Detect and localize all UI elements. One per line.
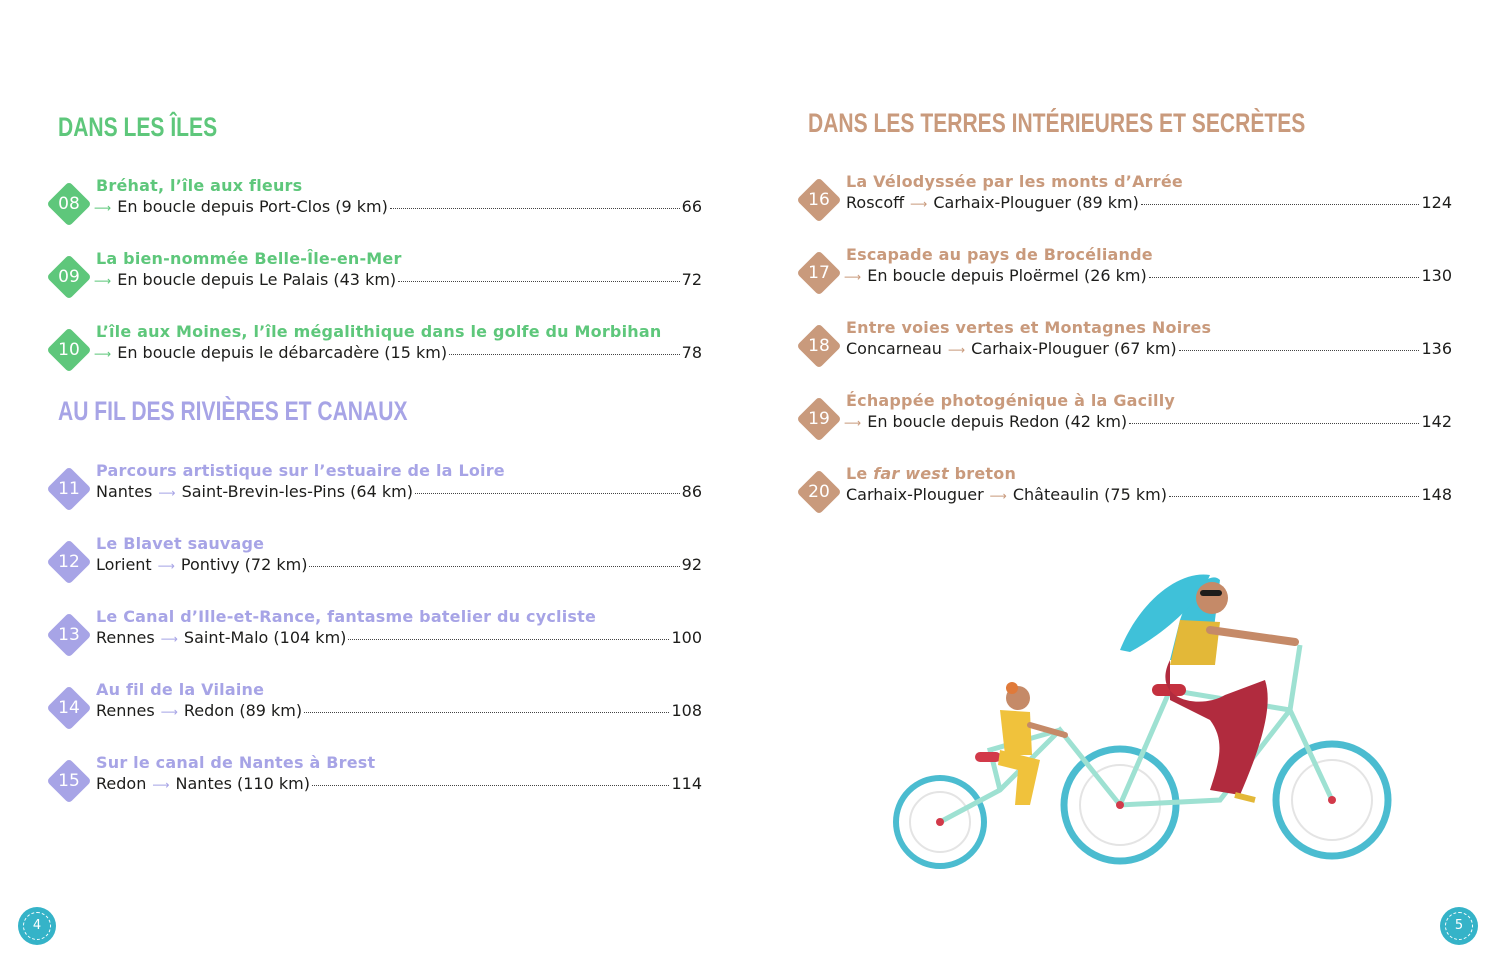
arrow-icon: ⟶: [844, 270, 862, 284]
route-line: [96, 482, 702, 501]
route-line: [96, 628, 702, 647]
route-number: 09: [58, 267, 80, 287]
page-reference: 78: [681, 343, 702, 362]
page-reference: 124: [1421, 193, 1452, 212]
route-destination: Nantes (110 km): [175, 774, 310, 793]
route-number-badge: [46, 685, 92, 731]
route-title: Escapade au pays de Brocéliande: [846, 245, 1153, 264]
page-number-right-text: 5: [1454, 918, 1464, 933]
route-number: 11: [58, 479, 80, 499]
route-number-badge: [46, 254, 92, 300]
arrow-icon: ⟶: [94, 347, 112, 361]
page-reference: 100: [671, 628, 702, 647]
route-number-badge: [46, 539, 92, 585]
route-origin: Concarneau: [846, 339, 942, 358]
section-title-iles: DANS LES ÎLES: [58, 112, 218, 142]
route-title: Le Blavet sauvage: [96, 534, 265, 553]
route-destination: En boucle depuis Le Palais (43 km): [117, 270, 397, 289]
toc-entry[interactable]: [796, 174, 1452, 230]
page-reference: 66: [681, 197, 702, 216]
page-reference: 148: [1421, 485, 1452, 504]
route-destination: En boucle depuis Port-Clos (9 km): [117, 197, 388, 216]
dot-leader: [449, 354, 680, 355]
route-number-badge: [796, 323, 842, 369]
route-destination: Châteaulin (75 km): [1012, 485, 1167, 504]
route-destination: Saint-Malo (104 km): [183, 628, 347, 647]
page-number-left-text: 4: [32, 918, 42, 933]
section-title-terres: DANS LES TERRES INTÉRIEURES ET SECRÈTES: [808, 108, 1306, 138]
route-title-prefix: Le: [846, 464, 874, 483]
page-number-left: [18, 907, 56, 945]
route-line: [96, 270, 702, 289]
dot-leader: [1179, 350, 1420, 351]
route-line: [846, 485, 1452, 504]
arrow-icon: ⟶: [94, 274, 112, 288]
route-line: [846, 266, 1452, 285]
route-title: Au fil de la Vilaine: [96, 680, 265, 699]
route-title: Sur le canal de Nantes à Brest: [96, 753, 376, 772]
page-reference: 130: [1421, 266, 1452, 285]
arrow-icon: ⟶: [157, 559, 175, 573]
route-destination: Carhaix-Plouguer (89 km): [933, 193, 1139, 212]
route-destination: En boucle depuis Ploërmel (26 km): [867, 266, 1147, 285]
route-number: 15: [58, 771, 80, 791]
page-reference: 136: [1421, 339, 1452, 358]
route-number-badge: [46, 612, 92, 658]
page-reference: 142: [1421, 412, 1452, 431]
page-number-right: [1440, 907, 1478, 945]
toc-entry[interactable]: [796, 393, 1452, 449]
route-origin: Rennes: [96, 628, 155, 647]
dot-leader: [309, 566, 679, 567]
route-number: 18: [808, 336, 830, 356]
dot-leader: [1169, 496, 1420, 497]
route-destination: Carhaix-Plouguer (67 km): [971, 339, 1177, 358]
dot-leader: [312, 785, 670, 786]
route-origin: Redon: [96, 774, 147, 793]
route-line: [96, 555, 702, 574]
route-line: [96, 197, 702, 216]
toc-entry[interactable]: [46, 178, 702, 234]
route-number-badge: [796, 469, 842, 515]
route-origin: Rennes: [96, 701, 155, 720]
route-number-badge: [796, 396, 842, 442]
route-number: 19: [808, 409, 830, 429]
route-title-suffix: breton: [948, 464, 1017, 483]
route-number: 08: [58, 194, 80, 214]
route-title: La Vélodyssée par les monts d’Arrée: [846, 172, 1183, 191]
route-line: [96, 343, 702, 362]
route-destination: Redon (89 km): [183, 701, 303, 720]
arrow-icon: ⟶: [152, 778, 170, 792]
dot-leader: [304, 712, 669, 713]
page-reference: 72: [681, 270, 702, 289]
route-number-badge: [46, 466, 92, 512]
route-number-badge: [796, 177, 842, 223]
toc-entry[interactable]: [46, 324, 702, 380]
page-reference: 114: [671, 774, 702, 793]
route-destination: Pontivy (72 km): [180, 555, 308, 574]
route-title: La bien-nommée Belle-Île-en-Mer: [96, 249, 402, 268]
route-line: [846, 339, 1452, 358]
route-title: Le Canal d’Ille-et-Rance, fantasme batelier du cycliste: [96, 607, 597, 626]
toc-entry[interactable]: [46, 463, 702, 519]
toc-entry[interactable]: [46, 536, 702, 592]
toc-entry[interactable]: [796, 466, 1452, 522]
dot-leader: [1129, 423, 1419, 424]
route-number: 13: [58, 625, 80, 645]
toc-entry[interactable]: [46, 682, 702, 738]
arrow-icon: ⟶: [844, 416, 862, 430]
route-title: Bréhat, l’île aux fleurs: [96, 176, 303, 195]
dot-leader: [390, 208, 680, 209]
dot-leader: [1149, 277, 1420, 278]
dot-leader: [348, 639, 669, 640]
toc-entry[interactable]: [796, 320, 1452, 376]
route-title: Parcours artistique sur l’estuaire de la Loire: [96, 461, 505, 480]
dot-leader: [398, 281, 679, 282]
route-title: Entre voies vertes et Montagnes Noires: [846, 318, 1212, 337]
arrow-icon: ⟶: [947, 343, 966, 357]
bicycle-icon: [880, 560, 1410, 880]
route-number: 20: [808, 482, 830, 502]
dot-leader: [1141, 204, 1420, 205]
route-number-badge: [46, 181, 92, 227]
route-line: [96, 774, 702, 793]
route-title: Échappée photogénique à la Gacilly: [846, 391, 1176, 410]
route-title: [846, 464, 1016, 483]
route-origin: Nantes: [96, 482, 153, 501]
route-number: 16: [808, 190, 830, 210]
page-reference: 92: [681, 555, 702, 574]
route-number-badge: [46, 758, 92, 804]
route-number: 12: [58, 552, 80, 572]
route-number: 10: [58, 340, 80, 360]
arrow-icon: ⟶: [160, 632, 178, 646]
toc-entry[interactable]: [46, 609, 702, 665]
toc-entry[interactable]: [796, 247, 1452, 303]
arrow-icon: ⟶: [910, 197, 928, 211]
route-number-badge: [796, 250, 842, 296]
route-destination: En boucle depuis le débarcadère (15 km): [117, 343, 448, 362]
toc-entry[interactable]: [46, 251, 702, 307]
arrow-icon: ⟶: [160, 705, 178, 719]
route-title-emphasis: far west: [873, 464, 949, 483]
page-reference: 108: [671, 701, 702, 720]
mother-child-bicycle-illustration: [880, 560, 1410, 880]
route-line: [846, 193, 1452, 212]
route-destination: En boucle depuis Redon (42 km): [867, 412, 1128, 431]
arrow-icon: ⟶: [158, 486, 176, 500]
route-number: 17: [808, 263, 830, 283]
route-line: [96, 701, 702, 720]
route-origin: Lorient: [96, 555, 152, 574]
route-line: [846, 412, 1452, 431]
route-origin: Roscoff: [846, 193, 905, 212]
route-number: 14: [58, 698, 80, 718]
route-number-badge: [46, 327, 92, 373]
arrow-icon: ⟶: [989, 489, 1007, 503]
route-origin: Carhaix-Plouguer: [846, 485, 984, 504]
section-title-rivieres: AU FIL DES RIVIÈRES ET CANAUX: [58, 396, 408, 426]
page-reference: 86: [681, 482, 702, 501]
toc-entry[interactable]: [46, 755, 702, 811]
dot-leader: [415, 493, 680, 494]
route-title: L’île aux Moines, l’île mégalithique dans le golfe du Morbihan: [96, 322, 662, 341]
arrow-icon: ⟶: [94, 201, 112, 215]
route-destination: Saint-Brevin-les-Pins (64 km): [181, 482, 413, 501]
